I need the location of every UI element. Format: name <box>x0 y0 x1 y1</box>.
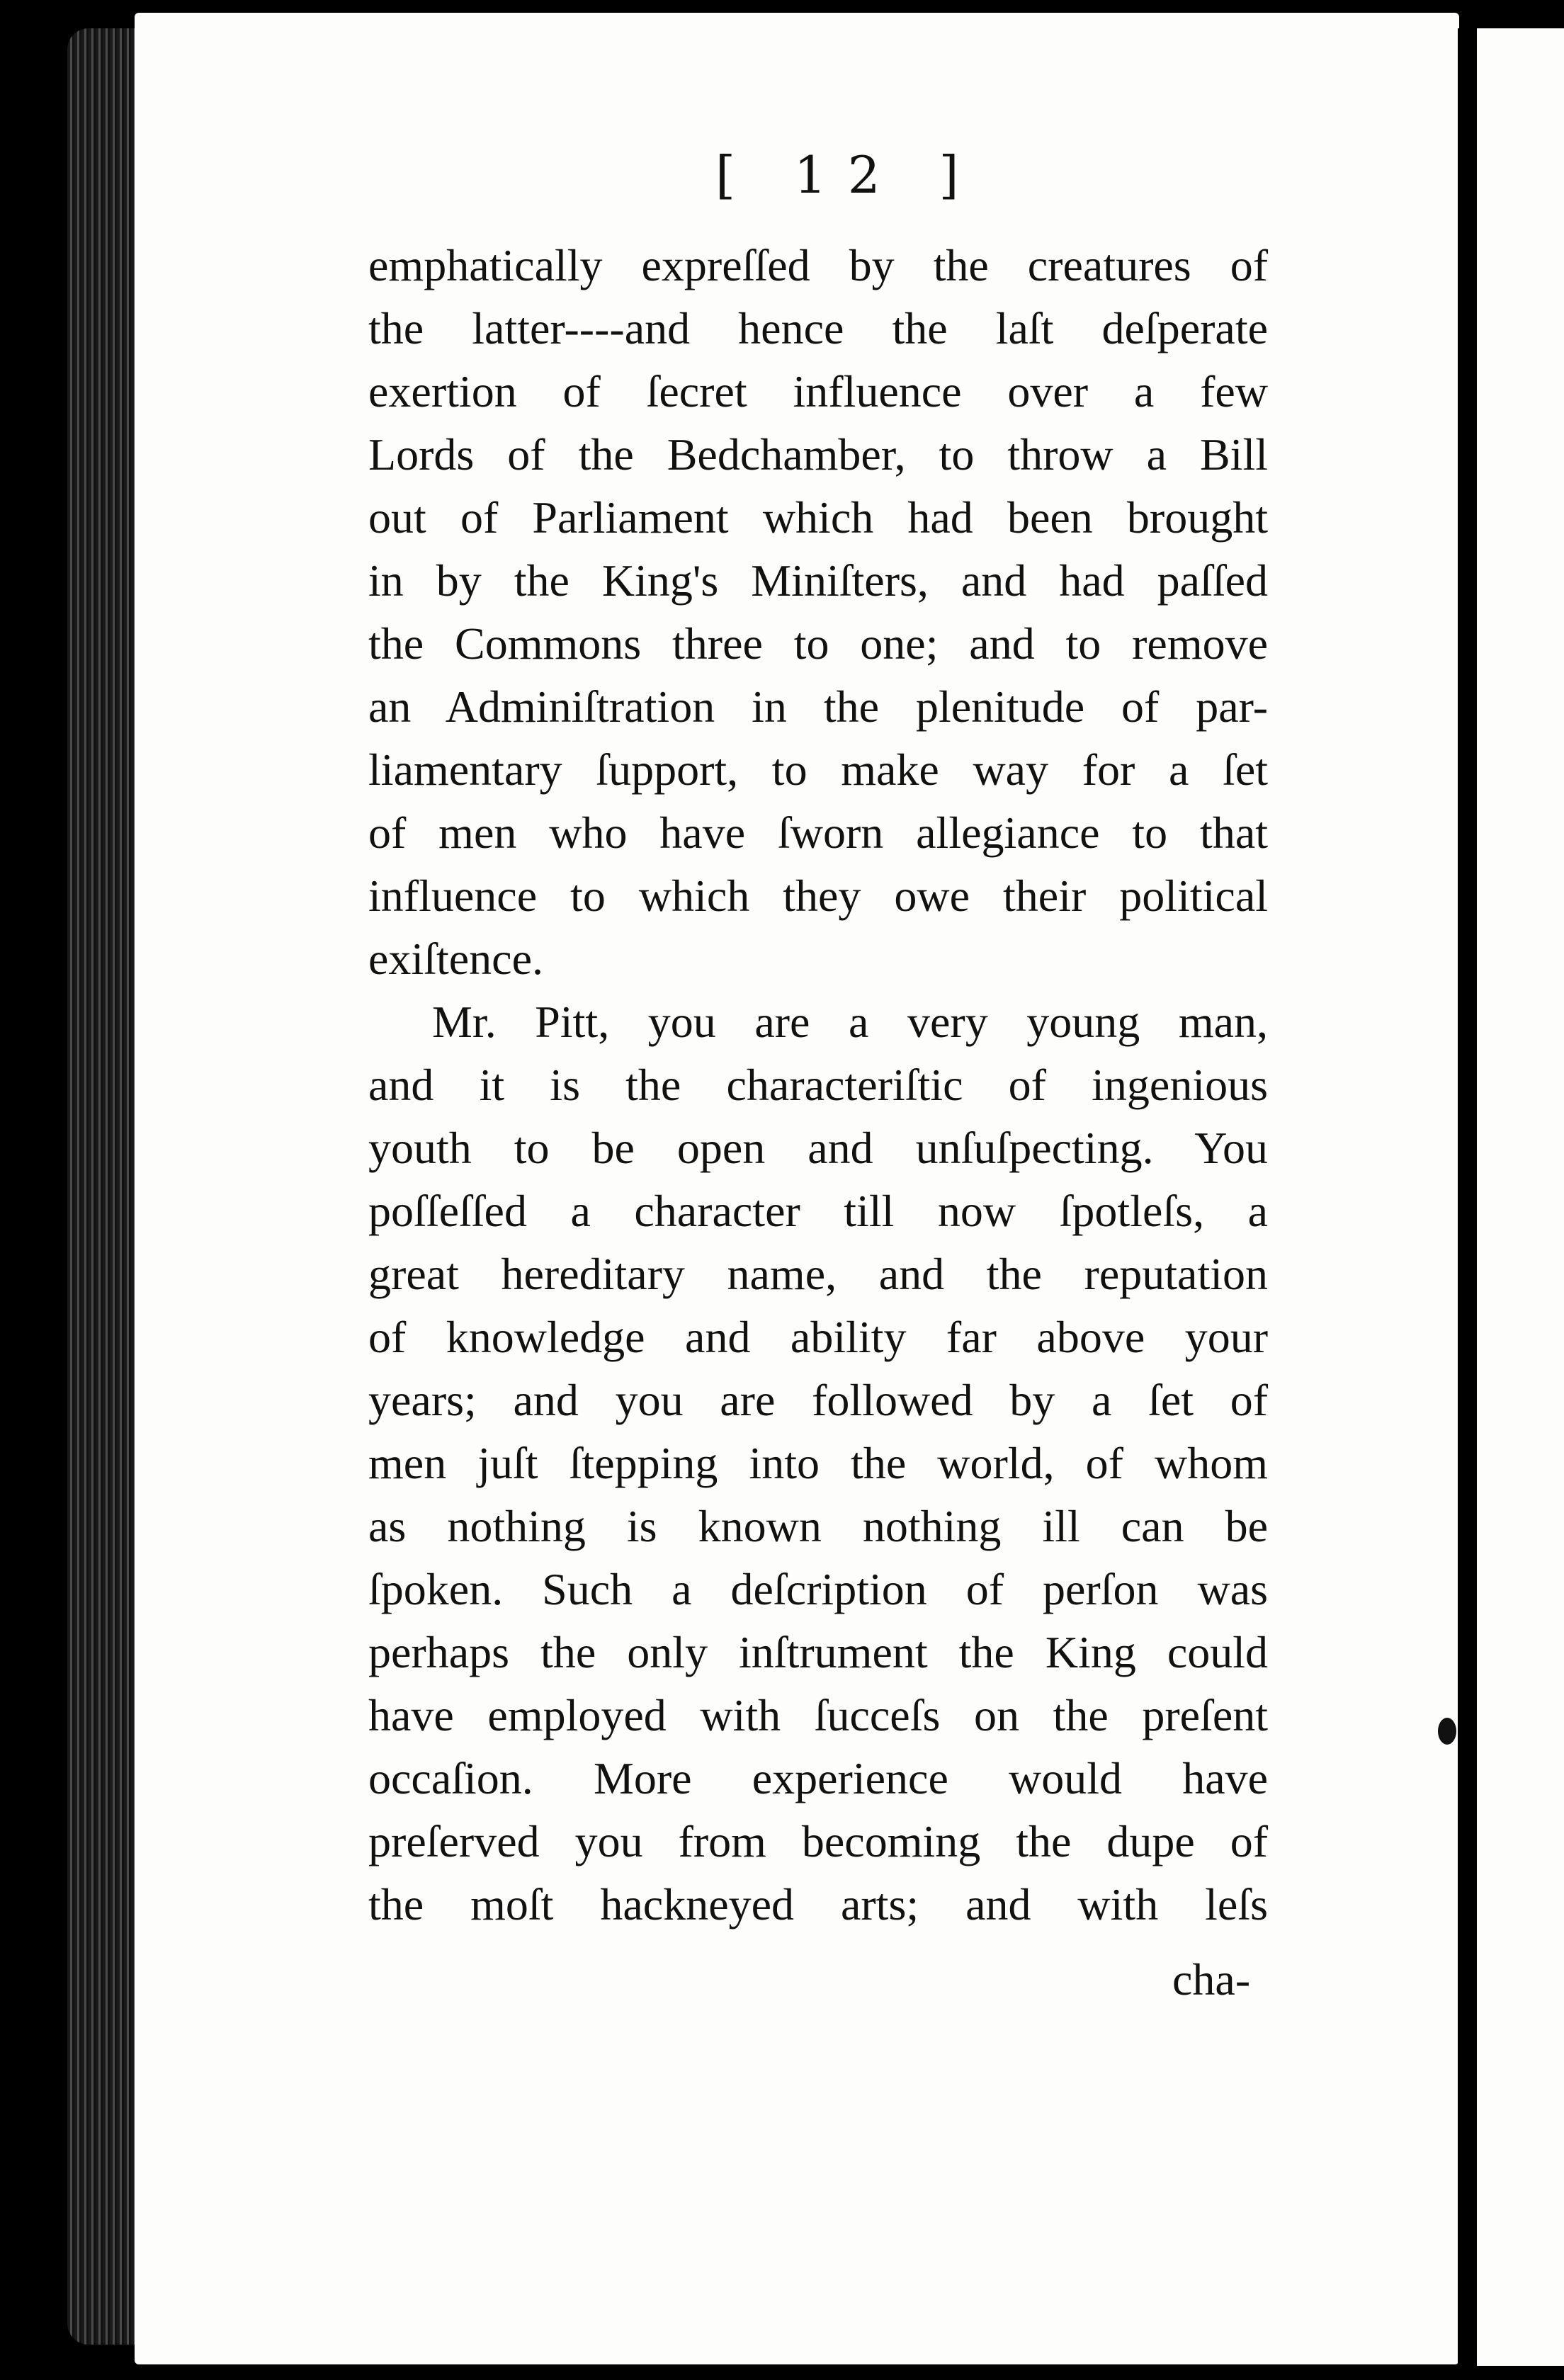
text-line: exiſtence. <box>368 934 543 984</box>
gutter <box>1458 28 1477 2366</box>
text-line: years; and you are followed by a ſet of <box>368 1375 1268 1425</box>
text-line: perhaps the only inſtrument the King could <box>368 1627 1268 1677</box>
text-line: of men who have ſworn allegiance to that <box>368 808 1268 858</box>
text-line: exertion of ſecret influence over a few <box>368 366 1268 416</box>
text-line: occaſion. More experience would have <box>368 1753 1268 1803</box>
text-line: ſpoken. Such a deſcription of perſon was <box>368 1564 1268 1614</box>
text-line: of knowledge and ability far above your <box>368 1312 1268 1362</box>
text-line: liamentary ſupport, to make way for a ſet <box>368 744 1268 795</box>
page-edges <box>67 28 135 2345</box>
text-line: the Commons three to one; and to remove <box>368 618 1268 669</box>
text-line: Lords of the Bedchamber, to throw a Bill <box>368 429 1268 480</box>
text-line: preſerved you from becoming the dupe of <box>368 1816 1268 1866</box>
catchword: cha- <box>1172 1954 1251 2005</box>
facing-page <box>1477 28 1564 2366</box>
text-line: the moſt hackneyed arts; and with leſs <box>368 1879 1268 1930</box>
text-line: Mr. Pitt, you are a very young man, <box>432 997 1268 1047</box>
text-line: an Adminiſtration in the plenitude of par- <box>368 681 1268 732</box>
text-line: youth to be open and unſuſpecting. You <box>368 1123 1268 1173</box>
text-line: as nothing is known nothing ill can be <box>368 1501 1268 1551</box>
page-number: [ 12 ] <box>715 145 980 205</box>
text-line: in by the King's Miniſters, and had paſſed <box>368 555 1268 606</box>
text-line: out of Parliament which had been brought <box>368 492 1268 543</box>
text-line: poſſeſſed a character till now ſpotleſs, a <box>368 1186 1268 1236</box>
body-text <box>368 234 1268 1936</box>
text-line: influence to which they owe their political <box>368 871 1268 921</box>
text-line: have employed with ſucceſs on the preſent <box>368 1690 1268 1740</box>
ink-smudge <box>1438 1718 1456 1745</box>
text-line: the latter----and hence the laſt deſperate <box>368 303 1268 353</box>
text-line: and it is the characteriſtic of ingenious <box>368 1060 1268 1110</box>
text-line: emphatically expreſſed by the creatures of <box>368 240 1268 290</box>
text-line: men juſt ſtepping into the world, of whom <box>368 1438 1268 1488</box>
text-line: great hereditary name, and the reputation <box>368 1249 1268 1299</box>
